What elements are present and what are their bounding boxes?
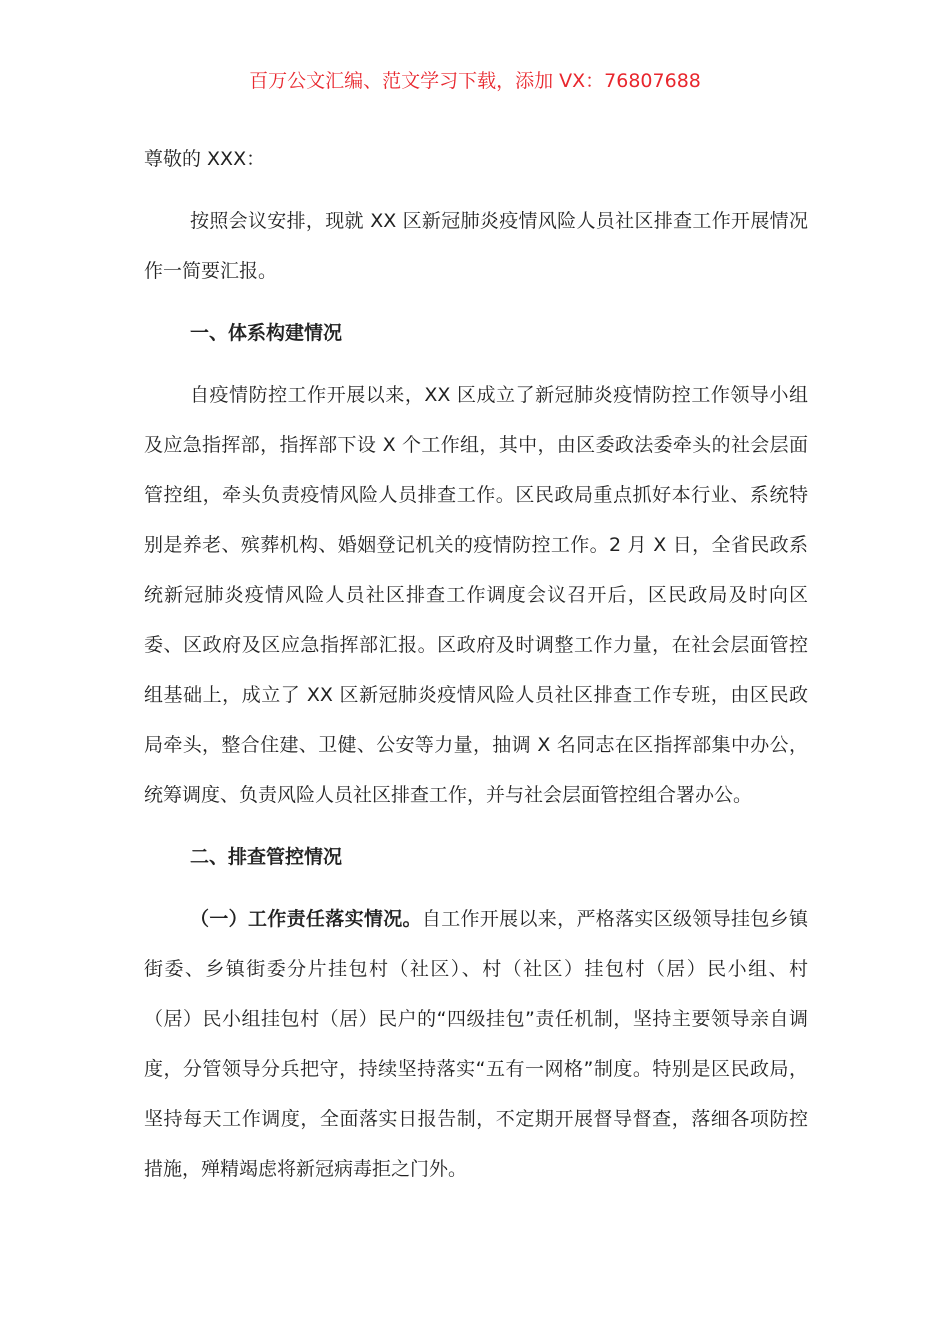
salutation: 尊敬的 XXX： [144,148,266,170]
section-heading-1: 一、体系构建情况 [190,322,343,344]
section-heading-2: 二、排查管控情况 [190,846,343,868]
section-1-paragraph: 自疫情防控工作开展以来，XX 区成立了新冠肺炎疫情防控工作领导小组及应急指挥部，指挥部下设 X 个工作组，其中，由区委政法委牵头的社会层面管控组，牵头负责疫情风险人员排查工作。区民政局重点抓好本行业、系统特别是养老、殡葬机构、婚姻登记机关的疫情防控工作。2 月 X 日，全省民政系统新冠肺炎疫情风险人员社区排查工作调度会议召开后，区民政局及时向区委、区政府及区应急指挥部汇报。区政府及时调整工作力量，在社会层面管控组基础上，成立了 XX 区新冠肺炎疫情风险人员社区排查工作专班，由区民政局牵头，整合住建、卫健、公安等力量，抽调 X 名同志在区指挥部集中办公，统筹调度、负责风险人员社区排查工作，并与社会层面管控组合署办公。 [144,384,808,806]
intro-paragraph: 按照会议安排，现就 XX 区新冠肺炎疫情风险人员社区排查工作开展情况作一简要汇报。 [144,210,808,282]
watermark-header: 百万公文汇编、范文学习下载，添加 VX：76807688 [249,70,701,92]
subsection-heading-1: （一）工作责任落实情况。 [190,908,422,930]
document-body [144,134,808,1206]
section-2-paragraph-1 [144,894,808,1194]
subsection-text-1: 自工作开展以来，严格落实区级领导挂包乡镇街委、乡镇街委分片挂包村（社区）、村（社区）挂包村（居）民小组、村（居）民小组挂包村（居）民户的“四级挂包”责任机制，坚持主要领导亲自调度，分管领导分兵把守，持续坚持落实“五有一网格”制度。特别是区民政局，坚持每天工作调度，全面落实日报告制，不定期开展督导督查，落细各项防控措施，殚精竭虑将新冠病毒拒之门外。 [144,908,808,1180]
